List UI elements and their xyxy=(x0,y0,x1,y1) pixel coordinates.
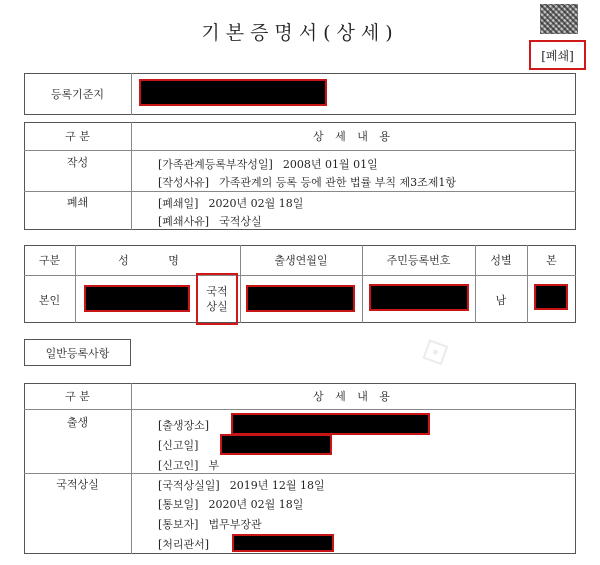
general-item: [출생장소] xyxy=(158,419,210,432)
birth-redaction xyxy=(246,285,355,312)
person-header-birth: 출생연월일 xyxy=(274,254,328,267)
general-item: [통보일] 2020년 02월 18일 xyxy=(158,498,304,511)
history-header-category: 구 분 xyxy=(65,130,90,143)
nationality-loss-text: 국적 상실 xyxy=(206,285,228,313)
origin-redaction xyxy=(534,284,568,310)
qr-code xyxy=(540,4,578,34)
general-item: [신고인] 부 xyxy=(158,459,220,472)
general-label: 일반등록사항 xyxy=(45,346,110,360)
general-header-category: 구 분 xyxy=(65,390,90,403)
person-sex-value: 남 xyxy=(495,293,507,307)
history-item: [작성사유] 가족관계의 등록 등에 관한 법률 부칙 제3조제1항 xyxy=(158,176,456,189)
general-item: [처리관서] xyxy=(158,538,210,551)
document-title: 기본증명서(상세) xyxy=(201,22,399,44)
registry-redaction xyxy=(139,79,327,106)
registry-label: 등록기준지 xyxy=(50,88,105,101)
person-header-origin: 본 xyxy=(546,254,557,267)
history-row-label: 폐쇄 xyxy=(66,196,89,209)
person-header-sex: 성별 xyxy=(490,254,512,267)
report-date-redaction xyxy=(220,434,332,455)
history-item: [가족관계등록부작성일] 2008년 01월 01일 xyxy=(158,158,378,171)
history-header-detail: 상 세 내 용 xyxy=(313,130,394,143)
watermark: ⟐ xyxy=(411,325,460,381)
history-row-label: 작성 xyxy=(66,156,89,169)
general-item: [국적상실일] 2019년 12월 18일 xyxy=(158,479,325,492)
person-header-category: 구분 xyxy=(38,254,61,267)
general-item: [통보자] 법무부장관 xyxy=(158,518,262,531)
general-header-detail: 상 세 내 용 xyxy=(313,390,394,403)
office-redaction xyxy=(232,534,334,552)
closed-stamp: [폐쇄] xyxy=(529,40,586,70)
rrn-redaction xyxy=(369,284,469,311)
person-header-name: 성 명 xyxy=(118,254,197,267)
person-row-label: 본인 xyxy=(38,293,61,307)
birthplace-redaction xyxy=(231,413,430,435)
name-redaction xyxy=(84,285,190,312)
general-item: [신고일] xyxy=(158,439,199,452)
history-item: [폐쇄사유] 국적상실 xyxy=(158,215,262,228)
general-row-label: 출생 xyxy=(66,416,89,429)
person-header-rrn: 주민등록번호 xyxy=(386,254,451,267)
general-row-label: 국적상실 xyxy=(56,478,99,491)
history-item: [폐쇄일] 2020년 02월 18일 xyxy=(158,197,304,210)
